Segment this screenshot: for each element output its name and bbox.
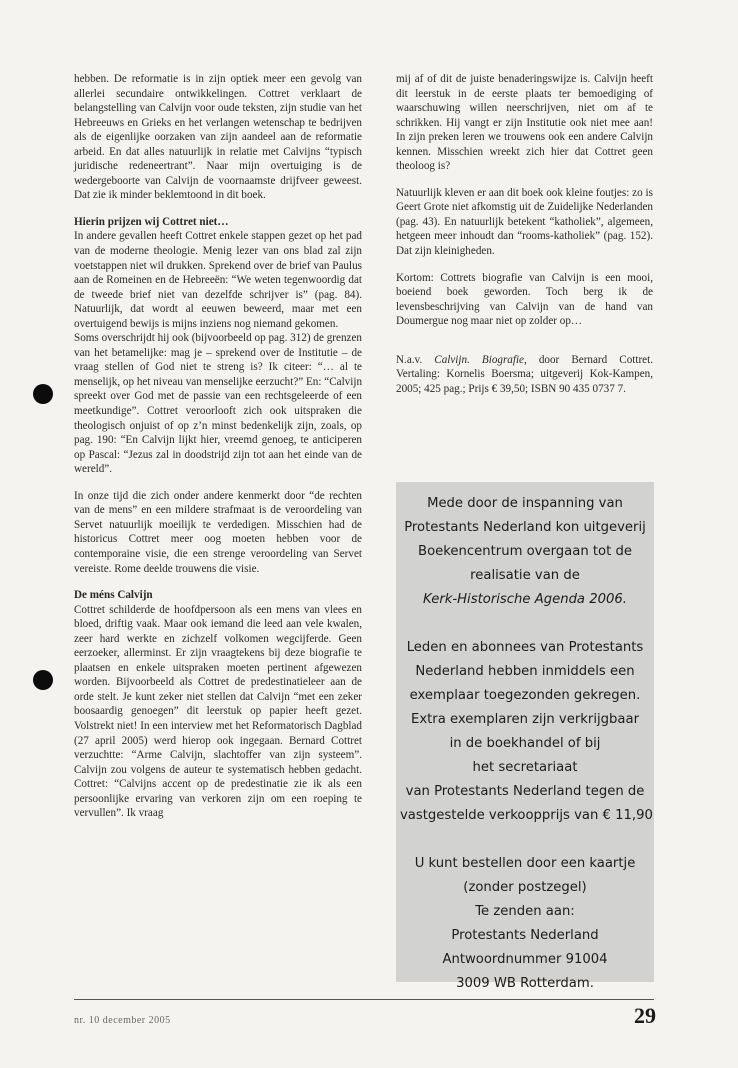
notice-line: Mede door de inspanning van (427, 496, 623, 511)
footer-divider (74, 999, 654, 1000)
section-heading: Hierin prijzen wij Cottret niet… (74, 215, 229, 228)
paragraph: In onze tijd die zich onder andere kenmerkt door “de rechten van de mens” en een mildere strafmaat is de veroordeling van Servet natuurlijk moeilijk te verdedigen. Misschien had de historicus Cottret meer oog moeten hebben voor de contemporaine visie, die een strenge veroordeling van Servet vereiste. Rome deelde trouwens die visie. (74, 489, 362, 575)
paragraph: Kortom: Cottrets biografie van Calvijn is een mooi, boeiend boek geworden. Toch berg ik de levensbeschrijving van Calvijn van de hand van Doumergue nog maar niet op zolder op… (396, 271, 653, 328)
reference-prefix: N.a.v. (396, 353, 435, 366)
notice-line-agenda-title: Kerk-Historische Agenda 2006. (423, 592, 627, 607)
punch-hole (33, 384, 53, 404)
notice-line-price: vastgestelde verkoopprijs van € 11,90 (400, 808, 653, 823)
notice-line: Protestants Nederland kon uitgeverij (404, 520, 646, 535)
section-heading: De méns Calvijn (74, 589, 153, 602)
notice-line: U kunt bestellen door een kaartje (414, 856, 636, 871)
spacer (400, 612, 650, 636)
notice-line: het secretariaat (472, 760, 578, 775)
notice-line: Te zenden aan: (475, 904, 575, 919)
paragraph: Cottret schilderde de hoofdpersoon als een mens van vlees en bloed, driftig vaak. Maar ook iemand die leed aan vele kwalen, zeer hard werkte en zichzelf volkomen wegcijferde. Geen eerzoeker, allerminst. Er zijn vraagtekens bij deze biografie te plaatsen en enkele uitspraken moeten pertinent afgewezen worden. Bijvoorbeeld als Cottret de predestinatieleer aan de orde stelt. Je kunt zeker niet stellen dat Calvijn “met een zeker boosaardig genoegen” dit leerstuk op papier heeft gezet. Volstrekt niet! In een interview met het Reformatorisch Dagblad (27 april 2005) werd hierop ook ingegaan. Bernard Cottret verzuchtte: “Arme Calvijn, slachtoffer van zijn systeem”. Calvijn zou volgens de auteur te systematisch hebben gedacht. Cottret: “Calvijns accent op de predestinatie zie ik als een persoonlijke ervaring van verkoren zijn om een roeping te vervullen”. Ik vraag (74, 603, 362, 820)
notice-line: realisatie van de (470, 568, 580, 583)
notice-line: Nederland hebben inmiddels een (415, 664, 635, 679)
notice-line: Protestants Nederland (451, 928, 599, 943)
notice-box (396, 482, 654, 991)
notice-line: in de boekhandel of bij (449, 736, 601, 751)
issue-label: nr. 10 december 2005 (74, 1015, 171, 1026)
notice-line: Extra exemplaren zijn verkrijgbaar (410, 712, 639, 727)
paragraph: Soms overschrijdt hij ook (bijvoorbeeld op pag. 312) de grenzen van het betamelijke: mag je – sprekend over de Institutie – de vraag stellen of God niet te streng is? Ik citeer: “… al te menselijk, op het niveau van menselijke eerzucht?” En: “Calvijn spreekt over God met de passie van een rechtsgeleerde of een meetkundige”. Cottret veroorlooft zich ook uitspraken die theologisch onjuist of op z’n minst bedenkelijk zijn, zoals, op pag. 190: “En Calvijn lijkt hier, vreemd genoeg, te anticiperen op Pascal: “Jezus zal in doodstrijd zijn tot aan het einde van de wereld”. (74, 332, 363, 476)
paragraph: hebben. De reformatie is in zijn optiek meer een gevolg van allerlei secundaire ontwikkelingen. Cottret verklaart de belangstelling van Calvijn voor oude teksten, zijn studie van het Hebreeuws en Grieks en het verlangen wetenschap te bedrijven als de eigenlijke oorzaken van zijn aandeel aan de reformatie arbeid. En dat alles natuurlijk in relatie met Calvijns “typisch juridische redeneertrant”. Naar mijn overtuiging is de wedergeboorte van Calvijn de voornaamste drijfveer geweest. Dat zie ik minder beklemtoond in dit boek. (74, 73, 362, 202)
notice-line: Leden en abonnees van Protestants (406, 640, 644, 655)
reference-details: , door Bernard Cottret. Vertaling: Kornelis Boersma; uitgeverij Kok-Kampen, 2005; 425 pag.; Prijs € 39,50; ISBN 90 435 0737 7. (396, 353, 653, 395)
paragraph: mij af of dit de juiste benaderingswijze is. Calvijn heeft dit leerstuk in de eerste plaats ter bemoediging of waarschuwing willen neerschrijven, niet om af te schrikken. Hij vangt er zijn Institutie ook niet mee aan! In zijn preken leren we trouwens ook een andere Calvijn kennen. Misschien wreekt zich hier dat Cottret geen theoloog is? (396, 73, 653, 173)
page-number: 29 (634, 1003, 656, 1028)
punch-hole (33, 670, 53, 690)
paragraph: In andere gevallen heeft Cottret enkele stappen gezet op het pad van de moderne theologie. Menig lezer van ons blad zal zijn voetstappen niet wil drukken. Sprekend over de brief van Paulus aan de Romeinen en de Hebreeën: “We weten tegenwoordig dat de tweede brief niet van dezelfde schrijver is” (pag. 84). Natuurlijk, dat wordt al eeuwen beweerd, maar met een overtuigend bewijs is mijns inziens nog niemand gekomen. (74, 230, 362, 330)
spacer (400, 828, 650, 852)
notice-line: (zonder postzegel) (463, 880, 587, 895)
reference-title: Calvijn. Biografie (434, 353, 524, 366)
notice-line: van Protestants Nederland tegen de (405, 784, 645, 799)
notice-line: 3009 WB Rotterdam. (456, 976, 594, 991)
notice-line: Antwoordnummer 91004 (442, 952, 608, 967)
paragraph: Natuurlijk kleven er aan dit boek ook kleine foutjes: zo is Geert Grote niet afkomstig uit de Zuidelijke Nederlanden (pag. 43). En natuurlijk betekent “katholiek”, algemeen, hetgeen meer inhoudt dan “rooms-katholiek” (pag. 152). Dat zijn kleinigheden. (396, 186, 653, 258)
notice-line: exemplaar toegezonden gekregen. (409, 688, 641, 703)
book-reference (396, 353, 653, 397)
left-column (74, 72, 362, 821)
notice-line: Boekencentrum overgaan tot de (418, 544, 632, 559)
right-column (396, 72, 653, 396)
